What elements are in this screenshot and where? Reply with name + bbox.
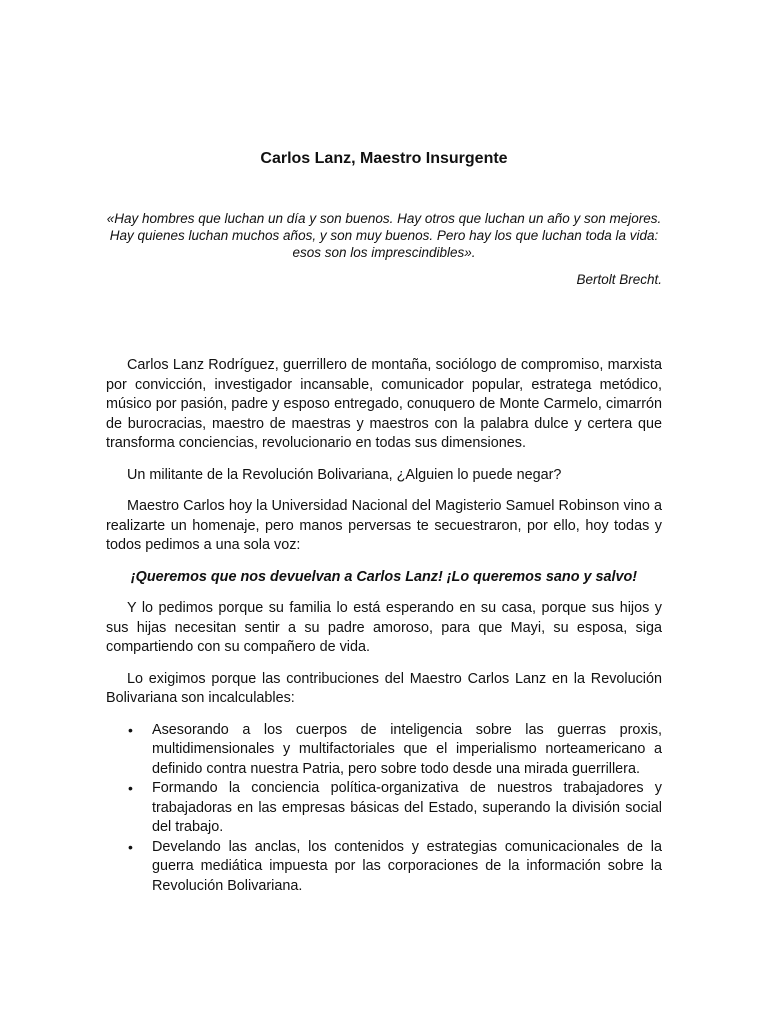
paragraph: Lo exigimos porque las contribuciones del Maestro Carlos Lanz en la Revolución Bolivariana son incalculables:	[106, 670, 662, 706]
document-body	[106, 356, 662, 896]
list-item-text: Asesorando a los cuerpos de inteligencia sobre las guerras proxis, multidimensionales y multifactoriales que el imperialismo norteamericano a definido contra nuestra Patria, pero sobre todo desde una mirada guerrillera.	[152, 721, 662, 777]
epigraph-quote: «Hay hombres que luchan un día y son buenos. Hay otros que luchan un año y son mejores. Hay quienes luchan muchos años, y son muy buenos. Pero hay los que luchan toda la vida: esos son los imprescindibles».	[106, 211, 662, 260]
list-item-text: Develando las anclas, los contenidos y estrategias comunicacionales de la guerra mediática impuesta por las corporaciones de la información sobre la Revolución Bolivariana.	[152, 838, 662, 894]
list-item-text: Formando la conciencia política-organizativa de nuestros trabajadores y trabajadoras en las empresas básicas del Estado, superando la división social del trabajo.	[152, 780, 662, 835]
paragraph: Y lo pedimos porque su familia lo está esperando en su casa, porque sus hijos y sus hijas necesitan sentir a su padre amoroso, para que Mayi, su esposa, siga compartiendo con su compañero de vida.	[106, 600, 662, 655]
bullet-icon: •	[128, 721, 133, 738]
paragraph: Un militante de la Revolución Bolivariana, ¿Alguien lo puede negar?	[127, 466, 562, 483]
bullet-icon: •	[128, 780, 133, 796]
slogan: ¡Queremos que nos devuelvan a Carlos Lanz! ¡Lo queremos sano y salvo!	[130, 568, 638, 585]
paragraph: Maestro Carlos hoy la Universidad Nacional del Magisterio Samuel Robinson vino a realizarte un homenaje, pero manos perversas te secuestraron, por ello, hoy todas y todos pedimos a una sola voz:	[106, 498, 662, 553]
list-item	[106, 779, 662, 838]
paragraph: Carlos Lanz Rodríguez, guerrillero de montaña, sociólogo de compromiso, marxista por convicción, investigador incansable, comunicador popular, estratega metódico, músico por pasión, padre y esposo entregado, conuquero de Monte Carmelo, cimarrón de burocracias, maestro de maestras y maestros con la palabra dulce y certera que transforma conciencias, revolucionario en todas sus dimensiones.	[106, 357, 662, 451]
document-title: Carlos Lanz, Maestro Insurgente	[260, 150, 508, 167]
epigraph-author: Bertolt Brecht.	[576, 272, 662, 287]
list-item	[106, 838, 662, 897]
list-item	[106, 721, 662, 780]
bullet-icon: •	[128, 838, 133, 855]
contributions-list	[106, 721, 662, 897]
